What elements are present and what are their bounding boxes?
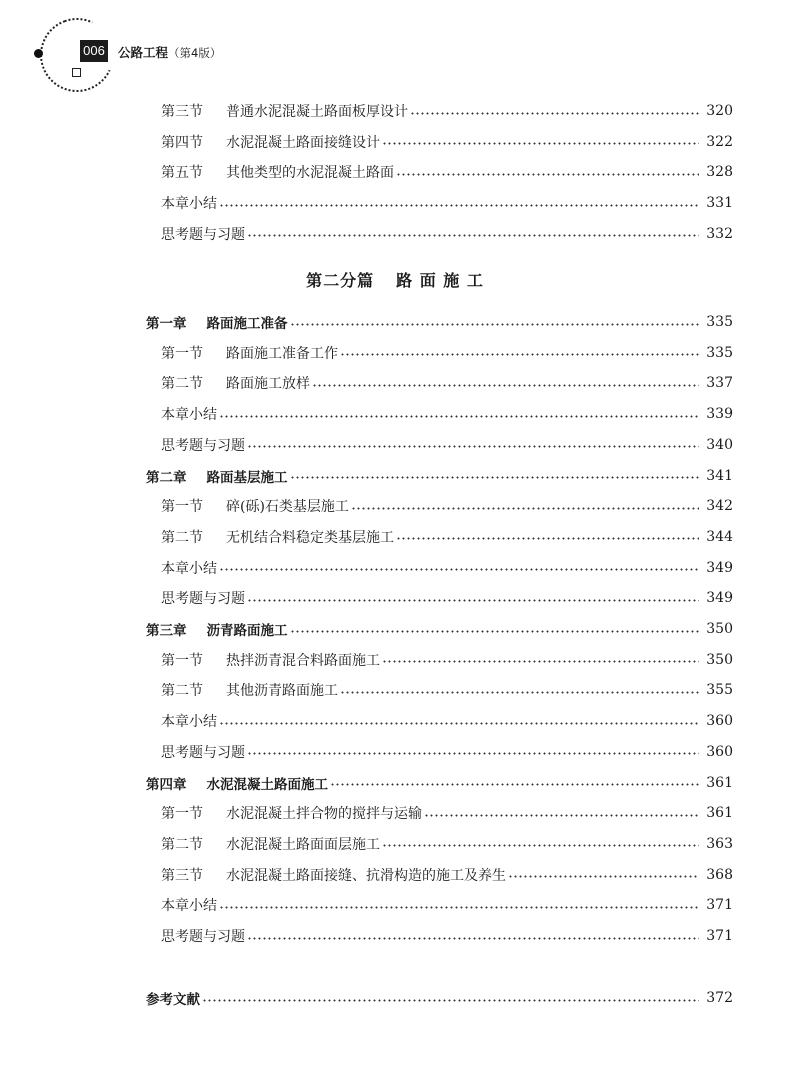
edition-label: （第4版） (168, 46, 222, 60)
toc-entry-title: 普通水泥混凝土路面板厚设计 (226, 104, 408, 120)
toc-entry-text (146, 312, 288, 332)
toc-entry-text (161, 926, 245, 946)
toc-section-row[interactable] (0, 191, 790, 215)
toc-entry-title: 其他沥青路面施工 (226, 683, 338, 700)
toc-entry-title: 路面施工准备工作 (226, 345, 338, 362)
dot-leader (247, 234, 699, 237)
toc-page-number: 368 (706, 866, 733, 883)
toc-entry-title: 路面施工放样 (226, 376, 310, 393)
toc-section-row[interactable] (0, 678, 790, 702)
toc-entry-text (161, 650, 380, 670)
toc-entry-number: 第三节 (161, 867, 203, 884)
toc-entry-title: 本章小结 (161, 407, 217, 424)
toc-page-number: 372 (706, 990, 733, 1006)
toc-section-row[interactable] (0, 371, 790, 395)
toc-entry-text (161, 803, 422, 823)
toc-page-number: 328 (706, 164, 733, 181)
toc-entry-text (161, 558, 217, 578)
toc-entry-text (161, 680, 338, 700)
toc-page-number: 350 (706, 621, 733, 637)
dot-leader (290, 476, 700, 479)
toc-page-number: 341 (706, 467, 733, 484)
toc-section-row[interactable] (0, 709, 790, 733)
toc-entry-text (161, 101, 408, 121)
dot-leader (247, 445, 699, 448)
toc-entry-text (161, 162, 394, 182)
part-heading (0, 268, 790, 291)
toc-entry-title: 思考题与习题 (161, 437, 245, 454)
toc-page-number: 355 (706, 682, 733, 699)
toc-section-row[interactable] (0, 402, 790, 426)
dot-leader (382, 660, 699, 663)
toc-entry-text (161, 343, 338, 363)
toc-section-row[interactable] (0, 863, 790, 887)
toc-section-row[interactable] (0, 433, 790, 457)
toc-entry-text (146, 619, 288, 639)
dot-leader (290, 630, 700, 633)
toc-entry-number: 第二节 (161, 529, 203, 546)
page-number: 006 (80, 40, 108, 62)
toc-entry-number: 第五节 (161, 165, 203, 182)
toc-section-row[interactable] (0, 893, 790, 917)
part-label: 第二分篇 (306, 271, 375, 290)
decorative-arc-lower (30, 8, 125, 103)
toc-page-number: 322 (706, 133, 733, 150)
toc-entry-number: 第一节 (161, 652, 203, 669)
toc-entry-number: 第二节 (161, 836, 203, 853)
toc-entry-title: 水泥混凝土路面施工 (206, 776, 328, 793)
toc-section-row[interactable] (0, 99, 790, 123)
toc-entry-text (161, 742, 245, 762)
toc-chapter-row[interactable] (0, 617, 790, 641)
toc-page-number: 332 (706, 225, 733, 242)
dot-leader (290, 323, 700, 326)
toc-entry-title: 碎(砾)石类基层施工 (226, 499, 349, 516)
dot-leader (219, 568, 699, 571)
toc-entry-text (161, 373, 310, 393)
toc-entry-text (161, 588, 245, 608)
dot-leader (219, 415, 699, 418)
toc-entry-text (146, 466, 288, 486)
toc-references-row[interactable] (0, 986, 790, 1010)
toc-page-number: 371 (706, 928, 733, 944)
dot-leader (396, 173, 699, 176)
toc-section-row[interactable] (0, 341, 790, 365)
toc-chapter-row[interactable] (0, 310, 790, 334)
toc-entry-number: 第二章 (146, 469, 187, 486)
toc-entry-number: 第四章 (146, 776, 187, 793)
toc-entry-number: 第一节 (161, 499, 203, 516)
toc-page-number: 360 (706, 743, 733, 760)
dot-leader (340, 691, 699, 694)
toc-page-number: 340 (706, 436, 733, 453)
toc-section-row[interactable] (0, 740, 790, 764)
toc-entry-number: 第一节 (161, 806, 203, 823)
toc-entry-title: 本章小结 (161, 898, 217, 915)
toc-page-number: 331 (706, 195, 733, 212)
toc-page-number: 335 (706, 344, 733, 361)
toc-entry-text (161, 435, 245, 455)
toc-entry-text (161, 895, 217, 915)
toc-chapter-row[interactable] (0, 771, 790, 795)
toc-entry-title: 热拌沥青混合料路面施工 (226, 652, 380, 669)
toc-entry-title: 水泥混凝土拌合物的搅拌与运输 (226, 806, 422, 823)
toc-page-number: 320 (706, 103, 733, 119)
dot-leader (312, 384, 699, 387)
references-title: 参考文献 (146, 992, 200, 1008)
toc-page-number: 360 (706, 713, 733, 730)
toc-page-number: 361 (706, 805, 733, 822)
dot-leader (219, 204, 699, 207)
dot-leader (247, 752, 699, 755)
dot-leader (351, 507, 699, 510)
toc-section-row[interactable] (0, 130, 790, 154)
toc-section-row[interactable] (0, 222, 790, 246)
toc-section-row[interactable] (0, 525, 790, 549)
toc-entry-title: 水泥混凝土路面接缝、抗滑构造的施工及养生 (226, 867, 506, 884)
toc-page-number: 349 (706, 590, 733, 607)
toc-entry-title: 路面施工准备 (206, 316, 288, 332)
toc-entry-title: 水泥混凝土路面接缝设计 (226, 134, 380, 151)
toc-page-number: 349 (706, 559, 733, 576)
toc-entry-number: 第一章 (146, 316, 187, 332)
square-marker-icon (72, 68, 81, 77)
toc-entry-title: 思考题与习题 (161, 744, 245, 761)
toc-entry-title: 无机结合料稳定类基层施工 (226, 529, 394, 546)
toc-entry-title: 沥青路面施工 (206, 623, 288, 639)
toc-section-row[interactable] (0, 556, 790, 580)
toc-entry-title: 本章小结 (161, 196, 217, 213)
toc-page-number: 339 (706, 406, 733, 423)
dot-leader (508, 875, 699, 878)
toc-entry-text (161, 132, 380, 152)
toc-entry-title: 思考题与习题 (161, 226, 245, 243)
toc-page-number: 344 (706, 528, 733, 545)
toc-entry-text (161, 193, 217, 213)
dot-leader (410, 112, 699, 115)
toc-page-number: 335 (706, 314, 733, 330)
toc-entry-number: 第二节 (161, 683, 203, 700)
toc-entry-text (161, 527, 394, 547)
toc-entry-text (161, 865, 506, 885)
toc-entry-number: 第二节 (161, 376, 203, 393)
toc-page-number: 363 (706, 835, 733, 852)
dot-leader (330, 783, 699, 786)
toc-section-row[interactable] (0, 494, 790, 518)
toc-entry-number: 第三章 (146, 623, 187, 639)
toc-section-row[interactable] (0, 832, 790, 856)
toc-page-number: 371 (706, 897, 733, 914)
dot-leader (219, 906, 699, 909)
toc-section-row[interactable] (0, 801, 790, 825)
dot-leader (202, 999, 699, 1002)
dot-leader (424, 814, 699, 817)
toc-entry-text (146, 773, 328, 793)
toc-entry-text (161, 224, 245, 244)
running-title (118, 43, 221, 61)
toc-entry-title: 思考题与习题 (161, 929, 245, 945)
toc-page-number: 361 (706, 774, 733, 791)
toc-entry-title: 水泥混凝土路面面层施工 (226, 836, 380, 853)
toc-chapter-row[interactable] (0, 464, 790, 488)
toc-section-row[interactable] (0, 924, 790, 948)
toc-section-row[interactable] (0, 586, 790, 610)
dot-leader (219, 722, 699, 725)
dot-leader (247, 937, 699, 940)
dot-leader (382, 844, 699, 847)
toc-section-row[interactable] (0, 160, 790, 184)
toc-entry-text (161, 496, 349, 516)
toc-entry-title: 思考题与习题 (161, 591, 245, 608)
toc-entry-text (161, 404, 217, 424)
dot-leader (247, 599, 699, 602)
toc-entry-title: 本章小结 (161, 560, 217, 577)
dot-leader (340, 353, 699, 356)
toc-entry-title: 其他类型的水泥混凝土路面 (226, 165, 394, 182)
toc-entry-title: 本章小结 (161, 714, 217, 731)
toc-page-number: 337 (706, 375, 733, 392)
page-header (0, 0, 790, 100)
toc-entry-text (161, 711, 217, 731)
part-title: 路 面 施 工 (396, 271, 484, 290)
toc-entry-text (161, 834, 380, 854)
bullet-dot-icon (34, 49, 43, 58)
toc-entry-number: 第一节 (161, 345, 203, 362)
toc-entry-title: 路面基层施工 (206, 469, 288, 486)
toc-entry-number: 第三节 (161, 104, 203, 120)
toc-section-row[interactable] (0, 648, 790, 672)
book-title: 公路工程 (118, 45, 169, 60)
dot-leader (396, 537, 699, 540)
dot-leader (382, 142, 699, 145)
toc-page-number: 350 (706, 651, 733, 668)
toc-page-number: 342 (706, 498, 733, 515)
toc-entry-number: 第四节 (161, 134, 203, 151)
